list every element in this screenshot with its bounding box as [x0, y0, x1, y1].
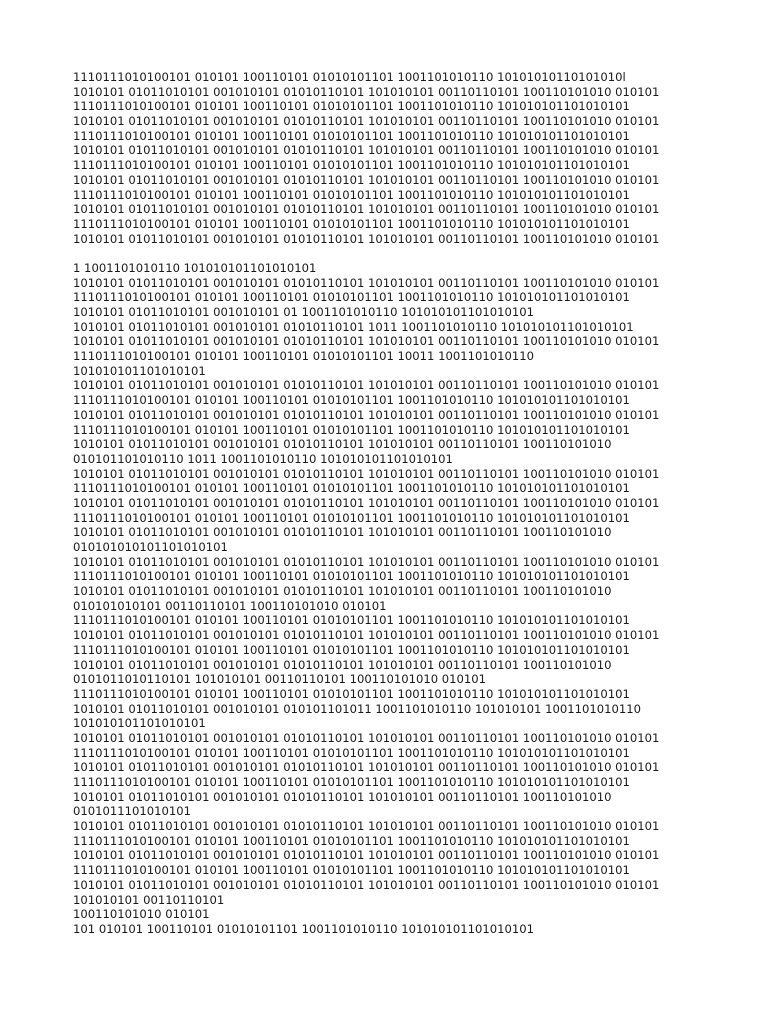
text-line: 1110111010100101 010101 100110101 01010101101 1001101010110 101010101101010101	[73, 613, 630, 628]
text-line: 1010101 01011010101 001010101 01010110101 101010101 00110110101 100110101010 010101	[73, 730, 660, 745]
text-line: 1 1001101010110 101010101101010101	[73, 260, 317, 275]
paragraph-2	[73, 261, 753, 937]
text-line: 1010101 01011010101 001010101 010101101011 1001101010110 101010101 1001101010110	[73, 701, 641, 716]
text-line: 1010101 01011010101 001010101 01010110101 101010101 00110110101 100110101010	[73, 437, 612, 452]
text-line: 1110111010100101 010101 100110101 01010101101 1001101010110 101010101101010101	[73, 775, 630, 789]
text-line: 1110111010100101 010101 100110101 01010101101 1001101010110 101010101101010101	[73, 863, 630, 878]
text-line: 1010101 01011010101 001010101 01010110101 101010101 00110110101 100110101010 010101	[73, 877, 660, 892]
text-line: 1010101 01011010101 001010101 01010110101 101010101 00110110101 100110101010 010101	[73, 143, 660, 158]
text-line: 1010101 01011010101 001010101 01010110101 101010101 00110110101 100110101010	[73, 525, 612, 540]
text-line: 1110111010100101 010101 100110101 01010101101 1001101010110 101010101101010101	[73, 833, 630, 848]
text-line: 1010101 01011010101 001010101 01010110101 101010101 00110110101 100110101010	[73, 657, 612, 672]
text-line: 010101101010110 1011 1001101010110 101010101101010101	[73, 451, 453, 466]
text-line: 0101011010110101 101010101 00110110101 100110101010 010101	[73, 672, 487, 687]
text-line: 1010101 01011010101 001010101 01010110101 1011 1001101010110 101010101101010101	[73, 319, 634, 334]
text-line: 1010101 01011010101 001010101 01010110101 101010101 00110110101 100110101010 010101	[73, 466, 660, 481]
text-line: 010101010101101010101	[73, 540, 228, 554]
text-line: 1110111010100101 010101 100110101 01010101101 1001101010110 101010101101010101	[73, 290, 630, 305]
text-line: 010101010101 00110110101 100110101010 010101	[73, 598, 387, 613]
text-line: 1110111010100101 010101 100110101 01010101101 1001101010110 101010101101010101	[73, 569, 630, 584]
text-line: 101 010101 100110101 01010101101 1001101010110 101010101101010101	[73, 921, 535, 936]
text-line: 1110111010100101 010101 100110101 01010101101 1001101010110 10101010110101010l	[73, 70, 626, 84]
text-line: 1010101 01011010101 001010101 01010110101 101010101 00110110101 100110101010 010101	[73, 84, 660, 99]
text-line: 1110111010100101 010101 100110101 01010101101 1001101010110 101010101101010101	[73, 686, 630, 701]
text-line: 1010101 01011010101 001010101 01010110101 101010101 00110110101 100110101010 010101	[73, 628, 660, 643]
paragraph-1	[73, 70, 753, 246]
text-line: 1110111010100101 010101 100110101 01010101101 1001101010110 101010101101010101	[73, 128, 630, 143]
text-line: 1010101 01011010101 001010101 01010110101 101010101 00110110101 100110101010 010101	[73, 407, 660, 422]
text-line: 100110101010 010101	[73, 907, 210, 922]
text-line: 1110111010100101 010101 100110101 01010101101 1001101010110 101010101101010101	[73, 216, 630, 231]
text-line: 1010101 01011010101 001010101 01010110101 101010101 00110110101 100110101010 010101	[73, 819, 660, 834]
text-line: 1110111010100101 010101 100110101 01010101101 1001101010110 101010101101010101	[73, 187, 630, 202]
text-line: 1110111010100101 010101 100110101 01010101101 1001101010110 101010101101010101	[73, 422, 630, 437]
text-line: 0101011101010101	[73, 804, 192, 819]
text-line: 1110111010100101 010101 100110101 01010101101 1001101010110 101010101101010101	[73, 158, 630, 173]
text-line: 1110111010100101 010101 100110101 01010101101 1001101010110 101010101101010101	[73, 481, 630, 496]
text-line: 1110111010100101 010101 100110101 01010101101 1001101010110 101010101101010101	[73, 745, 630, 760]
text-line: 1010101 01011010101 001010101 01010110101 101010101 00110110101 100110101010	[73, 789, 612, 804]
text-line: 1110111010100101 010101 100110101 01010101101 1001101010110 101010101101010101	[73, 393, 630, 408]
text-line: 1010101 01011010101 001010101 01010110101 101010101 00110110101 100110101010 010101	[73, 172, 660, 187]
text-line: 1110111010100101 010101 100110101 01010101101 1001101010110 101010101101010101	[73, 510, 630, 525]
text-line: 1010101 01011010101 001010101 01010110101 101010101 00110110101 100110101010 010101	[73, 231, 660, 246]
text-line: 1010101 01011010101 001010101 01010110101 101010101 00110110101 100110101010 010101	[73, 275, 660, 290]
text-line: 1010101 01011010101 001010101 01010110101 101010101 00110110101 100110101010	[73, 584, 612, 599]
paragraph-spacer	[73, 246, 753, 261]
text-line: 1110111010100101 010101 100110101 01010101101 1001101010110 101010101101010101	[73, 642, 630, 657]
document-page	[73, 70, 753, 937]
text-line: 1110111010100101 010101 100110101 01010101101 10011 1001101010110	[73, 349, 535, 364]
text-line: 1010101 01011010101 001010101 01010110101 101010101 00110110101 100110101010 010101	[73, 334, 660, 349]
text-line: 101010101 00110110101	[73, 892, 225, 907]
text-line: 1010101 01011010101 001010101 01010110101 101010101 00110110101 100110101010 010101	[73, 378, 660, 393]
text-line: 1110111010100101 010101 100110101 01010101101 1001101010110 101010101101010101	[73, 99, 630, 114]
text-line: 1010101 01011010101 001010101 01010110101 101010101 00110110101 100110101010 010101	[73, 554, 660, 569]
text-line: 1010101 01011010101 001010101 01010110101 101010101 00110110101 100110101010 010101	[73, 202, 660, 217]
text-line: 101010101101010101	[73, 716, 206, 731]
text-line: 1010101 01011010101 001010101 01010110101 101010101 00110110101 100110101010 010101	[73, 760, 660, 775]
text-line: 1010101 01011010101 001010101 01010110101 101010101 00110110101 100110101010 010101	[73, 848, 660, 863]
text-line: 1010101 01011010101 001010101 01 1001101010110 101010101101010101	[73, 305, 535, 319]
text-line: 1010101 01011010101 001010101 01010110101 101010101 00110110101 100110101010 010101	[73, 495, 660, 510]
text-line: 101010101101010101	[73, 363, 206, 378]
text-line: 1010101 01011010101 001010101 01010110101 101010101 00110110101 100110101010 010101	[73, 114, 660, 129]
